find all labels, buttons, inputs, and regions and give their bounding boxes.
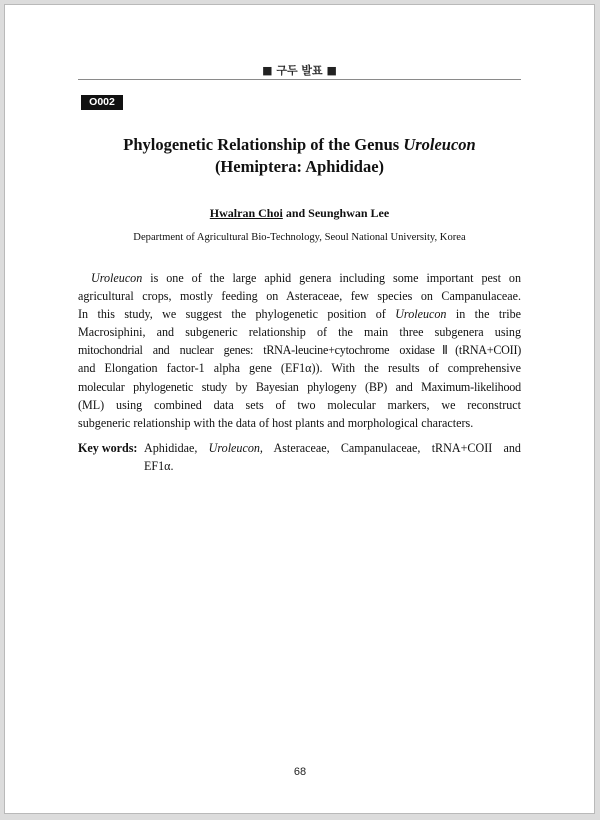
paper-title: [78, 134, 521, 178]
abstract-text: is one of the large aphid genera including some important pest on: [142, 271, 521, 285]
abstract-line: mitochondrial and nuclear genes: tRNA-leucine+cytochrome oxidaseⅡ(tRNA+COII): [78, 343, 521, 358]
abstract-line: and Elongation factor-1 alpha gene (EF1α)). With the results of comprehensive: [78, 361, 521, 376]
coauthor: Seunghwan Lee: [308, 206, 390, 220]
title-line2: (Hemiptera: Aphididae): [214, 157, 385, 176]
keywords-line: EF1α.: [144, 459, 174, 473]
abstract-line: molecular phylogenetic study by Bayesian phylogeny (BP) and Maximum-likelihood: [78, 379, 521, 394]
page-number: 68: [293, 766, 307, 778]
genus-name: Uroleucon: [395, 307, 447, 322]
abstract-line: (ML) using combined data sets of two molecular markers, we reconstruct: [78, 397, 521, 412]
title-genus: Uroleucon: [403, 135, 476, 154]
keywords-list: [144, 439, 521, 475]
abstract-body: [78, 269, 521, 432]
abstract-line: [78, 269, 521, 287]
title-line1-prefix: Phylogenetic Relationship of the Genus: [123, 135, 404, 154]
abstract-code-badge: O002: [81, 95, 123, 110]
author-line: [78, 206, 521, 221]
author-separator: and: [282, 206, 309, 220]
presenting-author: Hwalran Choi: [209, 206, 283, 220]
keyword-text: Aphididae,: [144, 441, 209, 455]
genus-name: Uroleucon: [91, 271, 143, 285]
abstract-line: agricultural crops, mostly feeding on Asteraceae, few species on Campanulaceae.: [78, 289, 521, 304]
keyword-text: Asteraceae, Campanulaceae, tRNA+COII and: [262, 441, 521, 455]
abstract-text: in the tribe: [446, 307, 522, 322]
keywords-line: [144, 439, 521, 457]
keywords-label: Key words:: [78, 441, 138, 455]
keyword-genus: Uroleucon,: [208, 441, 263, 455]
abstract-line: [78, 305, 521, 323]
abstract-text: In this study, we suggest the phylogenetic position of: [78, 307, 396, 322]
abstract-line: Macrosiphini, and subgeneric relationship of the main three subgenera using: [78, 325, 521, 340]
header-divider: [78, 79, 521, 80]
affiliation: Department of Agricultural Bio-Technology, Seoul National University, Korea: [133, 232, 466, 243]
abstract-line: subgeneric relationship with the data of host plants and morphological characters.: [78, 415, 474, 430]
section-header: ■ 구두 발표 ■: [262, 64, 337, 77]
